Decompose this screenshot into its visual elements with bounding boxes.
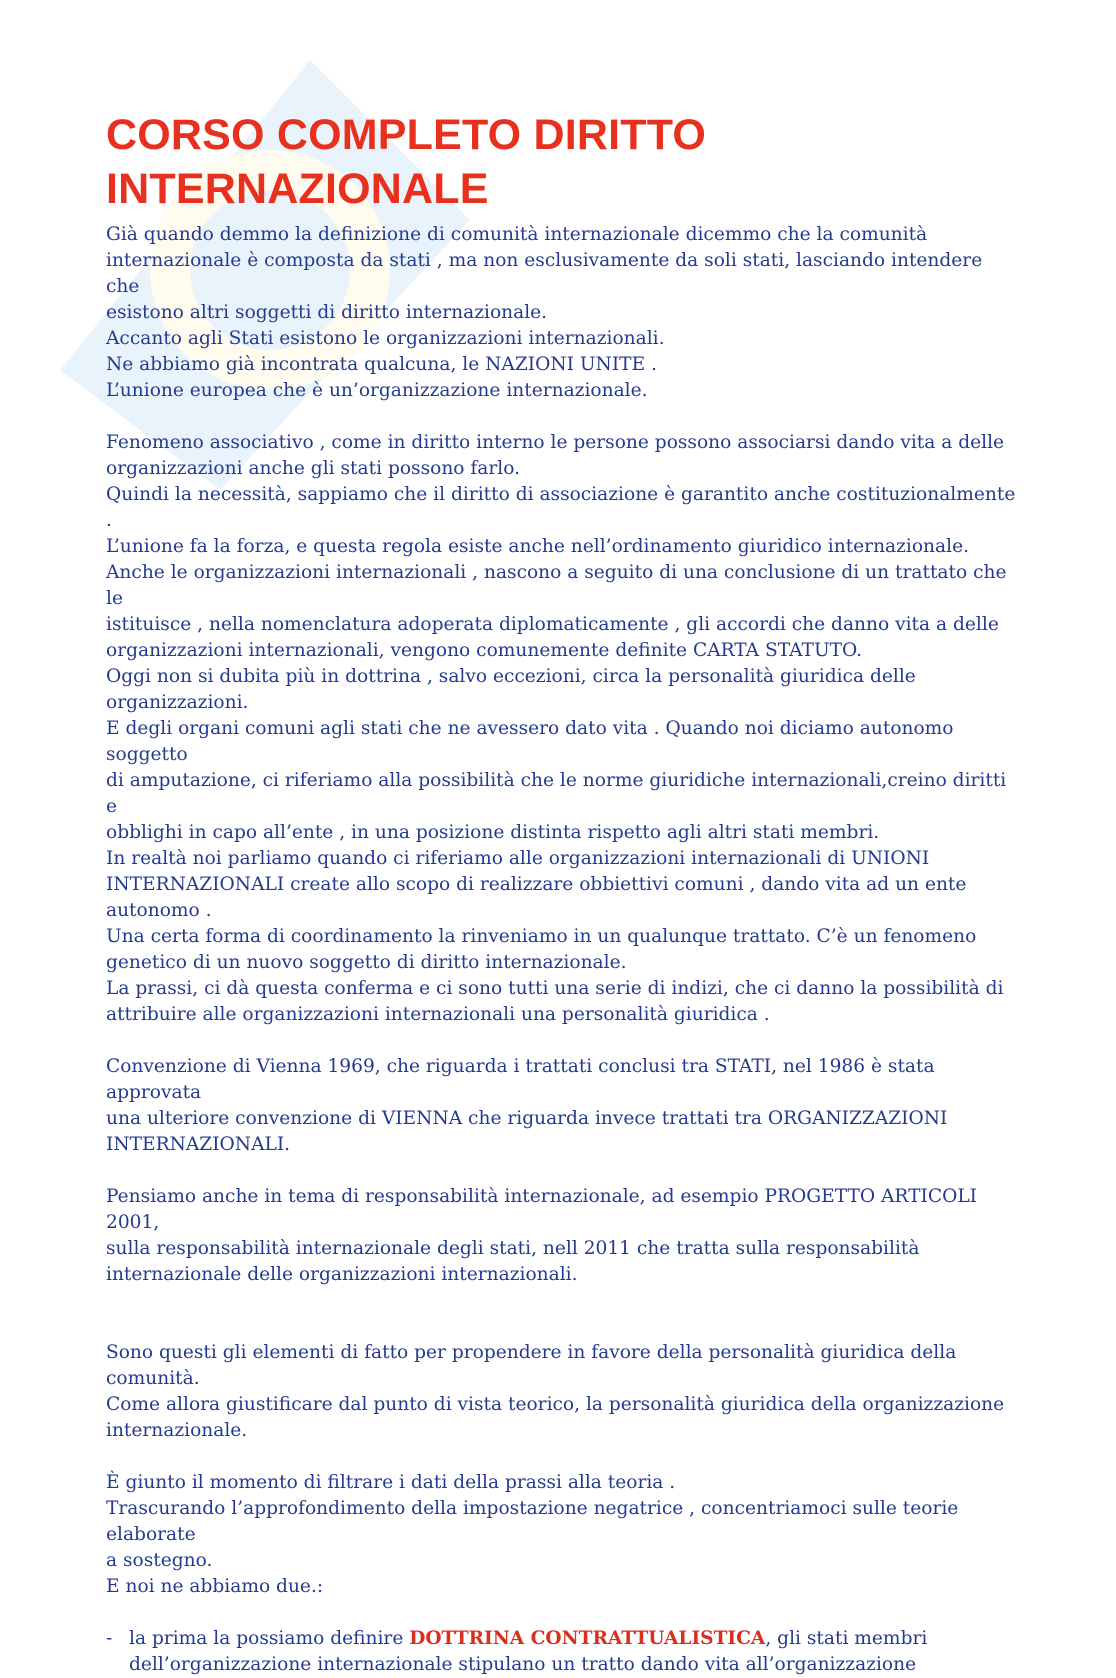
- title-line-1: CORSO COMPLETO DIRITTO: [106, 111, 707, 159]
- list-bullet: -: [106, 1628, 113, 1649]
- document-page: [106, 108, 1016, 1678]
- document-title: [106, 108, 1016, 216]
- paragraph-elementi-di-fatto: Sono questi gli elementi di fatto per propendere in favore della personalità giuridica della comunità. Come allora giustificare dal punto di vista teorico, la personalità giuridica della organizzazione internazionale.: [106, 1342, 1005, 1441]
- paragraph-intro: Già quando demmo la definizione di comunità internazionale dicemmo che la comunità internazionale è composta da stati , ma non esclusivamente da soli stati, lasciando intendere che esistono altri soggetti di diritto internazionale. Accanto agli Stati esistono le organizzazioni internazionali. Ne abbiamo già incontrata qualcuna, le NAZIONI UNITE . L’unione europea che è un’organizzazione internazionale.: [106, 224, 983, 401]
- list-item-text: la prima la possiamo definire DOTTRINA CONTRATTUALISTICA, gli stati membri dell’organizzazione internazionale stipulano un tratto dando vita all’organizzazione: [129, 1628, 928, 1675]
- paragraph-convenzione-vienna: Convenzione di Vienna 1969, che riguarda i trattati conclusi tra STATI, nel 1986 è stata approvata una ulteriore convenzione di VIENNA che riguarda invece trattati tra ORGANIZZAZIONI INTERNAZIONALI.: [106, 1056, 948, 1155]
- highlight-dottrina-contrattualistica: DOTTRINA CONTRATTUALISTICA: [409, 1628, 766, 1649]
- title-line-2: INTERNAZIONALE: [106, 165, 489, 213]
- list-item: [106, 1626, 1016, 1678]
- theories-list: [106, 1626, 1016, 1678]
- paragraph-responsabilita: Pensiamo anche in tema di responsabilità internazionale, ad esempio PROGETTO ARTICOLI 2001, sulla responsabilità internazionale degli stati, nell 2011 che tratta sulla responsabilità internazionale delle organizzazioni internazionali.: [106, 1186, 978, 1285]
- paragraph-fenomeno-associativo: Fenomeno associativo , come in diritto interno le persone possono associarsi dando vita a delle organizzazioni anche gli stati possono farlo. Quindi la necessità, sappiamo che il diritto di associazione è garantito anche costituzionalmente . L’unione fa la forza, e questa regola esiste anche nell’ordinamento giuridico internazionale. Anche le organizzazioni internazionali , nascono a seguito di una conclusione di un trattato che le istituisce , nella nomenclatura adoperata diplomaticamente , gli accordi che danno vita a delle organizzazioni internazionali, vengono comunemente definite CARTA STATUTO. Oggi non si dubita più in dottrina , salvo eccezioni, circa la personalità giuridica delle organizzazioni. E degli organi comuni agli stati che ne avessero dato vita . Quando noi diciamo autonomo soggetto di amputazione, ci riferiamo alla possibilità che le norme giuridiche internazionali,creino diritti e obblighi in capo all’ente , in una posizione distinta rispetto agli altri stati membri. In realtà noi parliamo quando ci riferiamo alle organizzazioni internazionali di UNIONI INTERNAZIONALI create allo scopo di realizzare obbiettivi comuni , dando vita ad un ente autonomo . Una certa forma di coordinamento la rinveniamo in un qualunque trattato. C’è un fenomeno genetico di un nuovo soggetto di diritto internazionale. La prassi, ci dà questa conferma e ci sono tutti una serie di indizi, che ci danno la possibilità di attribuire alle organizzazioni internazionali una personalità giuridica .: [106, 432, 1016, 1025]
- paragraph-teoria: È giunto il momento di filtrare i dati della prassi alla teoria . Trascurando l’approfondimento della impostazione negatrice , concentriamoci sulle teorie elaborate a sostegno. E noi ne abbiamo due.:: [106, 1472, 959, 1597]
